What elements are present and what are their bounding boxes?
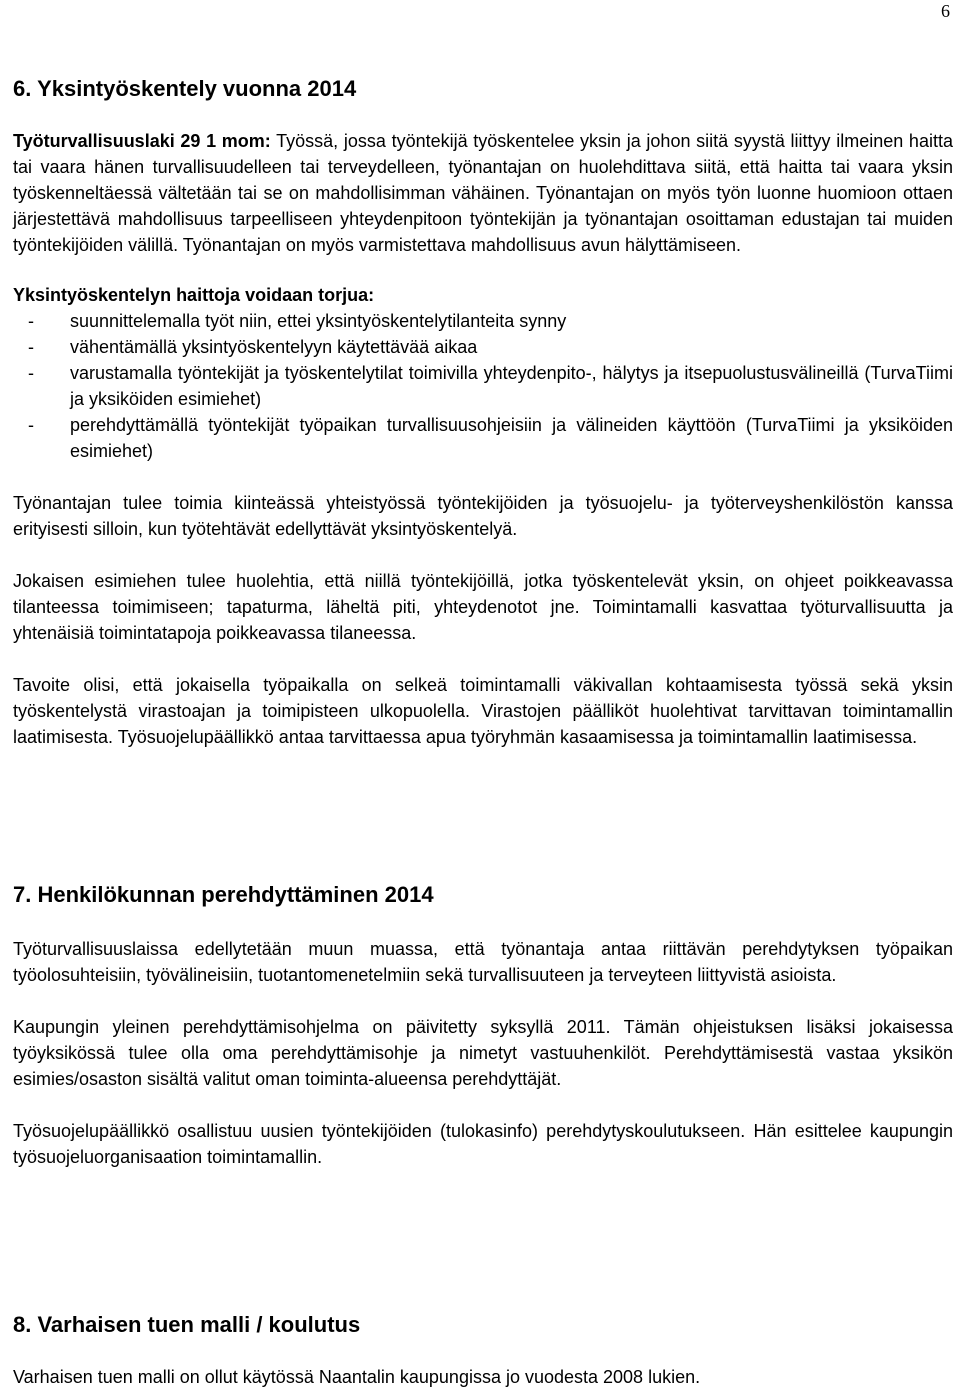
section-7 [13, 880, 953, 1170]
section-6-heading: 6. Yksintyöskentely vuonna 2014 [13, 76, 357, 101]
dash-bullet: - [28, 337, 34, 357]
list-item [13, 334, 953, 360]
law-reference: Työturvallisuuslaki 29 1 mom: [13, 131, 271, 151]
list-item-text: varustamalla työntekijät ja työskentelytilat toimivilla yhteydenpito-, hälytys ja itsepuolustusvälineillä (TurvaTiimi ja yksiköiden esimiehet) [70, 363, 953, 409]
paragraph: Työsuojelupäällikkö osallistuu uusien työntekijöiden (tulokasinfo) perehdytyskoulutukseen. Hän esittelee kaupungin työsuojeluorganisaation toimintamallin. [13, 1121, 953, 1167]
dash-bullet: - [28, 311, 34, 331]
intro-text: Työssä, jossa työntekijä työskentelee yksin ja johon siitä syystä liittyy ilmeinen haitta tai vaara hänen turvallisuudelleen tai terveydelleen, työnantajan on huolehdittava siitä, että haitta tai vaara yksin työskenneltäessä vältetään tai se on mahdollisimman vähäinen. Työnantajan on myös työn luonne huomioon ottaen järjestettävä mahdollisuus tarpeelliseen yhteydenpitoon työntekijän ja työnantajan osoittaman edustajan tai muiden työntekijöiden välillä. Työnantajan on myös varmistettava mahdollisuus avun hälyttämiseen. [13, 131, 953, 255]
measures-list [13, 308, 953, 464]
paragraph: Kaupungin yleinen perehdyttämisohjelma on päivitetty syksyllä 2011. Tämän ohjeistuksen lisäksi jokaisessa työyksikössä tulee olla oma perehdyttämisohje ja nimetyt vastuuhenkilöt. Perehdyttämisestä vastaa yksikön esimies/osaston sisältä valitut oman toiminta-alueensa perehdyttäjät. [13, 1017, 953, 1089]
section-6-intro [13, 128, 953, 258]
dash-bullet: - [28, 363, 34, 383]
paragraph: Jokaisen esimiehen tulee huolehtia, että niillä työntekijöillä, jotka työskentelevät yksin, on ohjeet poikkeavassa tilanteessa toimimiseen; tapaturma, läheltä piti, yhteydenotot jne. Toimintamalli kasvattaa työturvallisuutta ja yhtenäisiä toimintatapoja poikkeavassa tilaneessa. [13, 571, 953, 643]
page-number: 6 [941, 1, 950, 21]
list-item-text: vähentämällä yksintyöskentelyyn käytettävää aikaa [70, 337, 478, 357]
dash-bullet: - [28, 415, 34, 435]
list-heading: Yksintyöskentelyn haittoja voidaan torjua: [13, 285, 375, 305]
paragraph: Työturvallisuuslaissa edellytetään muun muassa, että työnantaja antaa riittävän perehdytyksen työpaikan työolosuhteisiin, työvälineisiin, tuotantomenetelmiin sekä turvallisuuteen ja terveyteen liittyvistä asioista. [13, 939, 953, 985]
list-item-text: perehdyttämällä työntekijät työpaikan turvallisuusohjeisiin ja välineiden käyttöön (TurvaTiimi ja yksiköiden esimiehet) [70, 415, 953, 461]
section-8 [13, 1310, 953, 1390]
paragraph: Työnantajan tulee toimia kiinteässä yhteistyössä työntekijöiden ja työsuojelu- ja työterveyshenkilöstön kanssa erityisesti silloin, kun työtehtävät edellyttävät yksintyöskentelyä. [13, 493, 953, 539]
section-7-heading: 7. Henkilökunnan perehdyttäminen 2014 [13, 882, 434, 907]
section-8-heading: 8. Varhaisen tuen malli / koulutus [13, 1312, 361, 1337]
paragraph: Tavoite olisi, että jokaisella työpaikalla on selkeä toimintamalli väkivallan kohtaamisesta työssä sekä yksin työskentelystä virastoajan ja toimipisteen ulkopuolella. Virastojen päälliköt huolehtivat tarvittavan toimintamallin laatimisesta. Työsuojelupäällikkö antaa tarvittaessa apua työryhmän kasaamisessa ja toimintamallin laatimisessa. [13, 675, 953, 747]
paragraph: Varhaisen tuen malli on ollut käytössä Naantalin kaupungissa jo vuodesta 2008 lukien. [13, 1367, 701, 1387]
section-6 [13, 74, 953, 750]
list-item [13, 360, 953, 412]
list-item [13, 308, 953, 334]
list-item [13, 412, 953, 464]
list-item-text: suunnittelemalla työt niin, ettei yksintyöskentelytilanteita synny [70, 311, 567, 331]
